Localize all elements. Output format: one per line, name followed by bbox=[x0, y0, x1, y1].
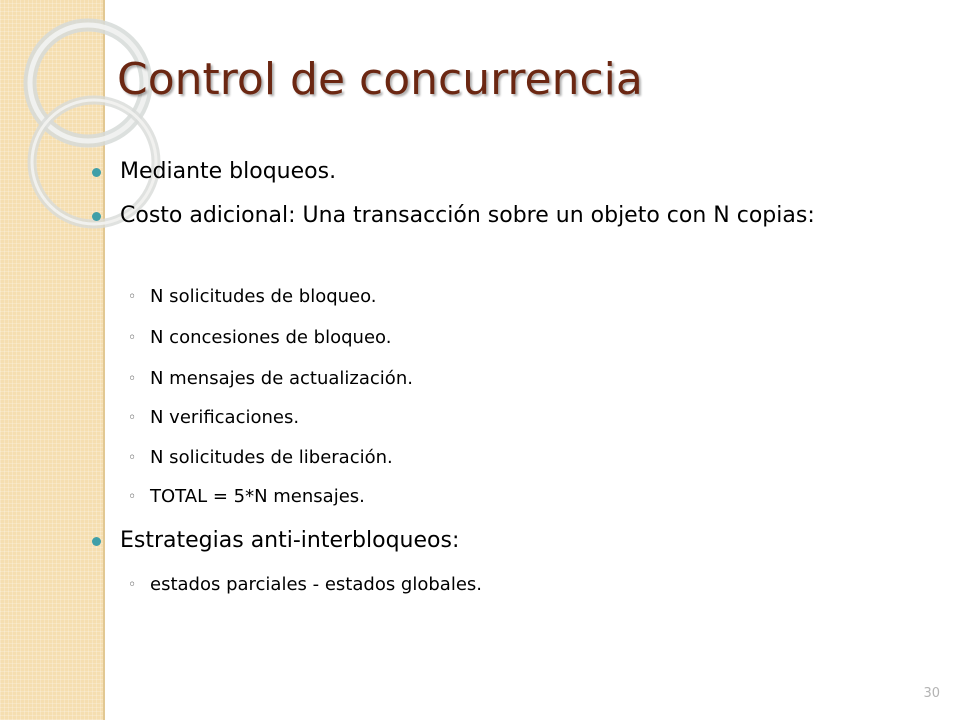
subitem-text: N mensajes de actualización. bbox=[150, 368, 413, 389]
subitem-text: N verificaciones. bbox=[150, 407, 300, 428]
ring-bullet-icon: ◦ bbox=[128, 371, 137, 387]
bullet-item: Costo adicional: Una transacción sobre un objeto con N copias: bbox=[120, 203, 815, 228]
subitem-text: estados parciales - estados globales. bbox=[150, 574, 483, 595]
bullet-icon bbox=[92, 168, 101, 177]
subitem bbox=[128, 485, 850, 509]
subitem bbox=[128, 573, 850, 597]
subitem bbox=[128, 446, 850, 470]
subitem bbox=[128, 285, 850, 309]
subitem-text: N concesiones de bloqueo. bbox=[150, 327, 392, 348]
subitem-text: N solicitudes de liberación. bbox=[150, 447, 393, 468]
ring-bullet-icon: ◦ bbox=[128, 289, 137, 305]
subitem-text: N solicitudes de bloqueo. bbox=[150, 286, 377, 307]
ring-bullet-icon: ◦ bbox=[128, 450, 137, 466]
bullet-icon bbox=[92, 537, 101, 546]
subitem bbox=[128, 367, 850, 391]
ring-bullet-icon: ◦ bbox=[128, 489, 137, 505]
bullet-item: Estrategias anti-interbloqueos: bbox=[120, 528, 460, 553]
subitem bbox=[128, 326, 850, 350]
bullet-icon bbox=[92, 212, 101, 221]
ring-bullet-icon: ◦ bbox=[128, 410, 137, 426]
page-number: 30 bbox=[923, 686, 940, 701]
ring-bullet-icon: ◦ bbox=[128, 577, 137, 593]
subitem bbox=[128, 406, 850, 430]
bullet-item: Mediante bloqueos. bbox=[120, 159, 337, 184]
subitem-text: TOTAL = 5*N mensajes. bbox=[150, 486, 365, 507]
ring-bullet-icon: ◦ bbox=[128, 330, 137, 346]
slide-title: Control de concurrencia bbox=[117, 54, 643, 105]
